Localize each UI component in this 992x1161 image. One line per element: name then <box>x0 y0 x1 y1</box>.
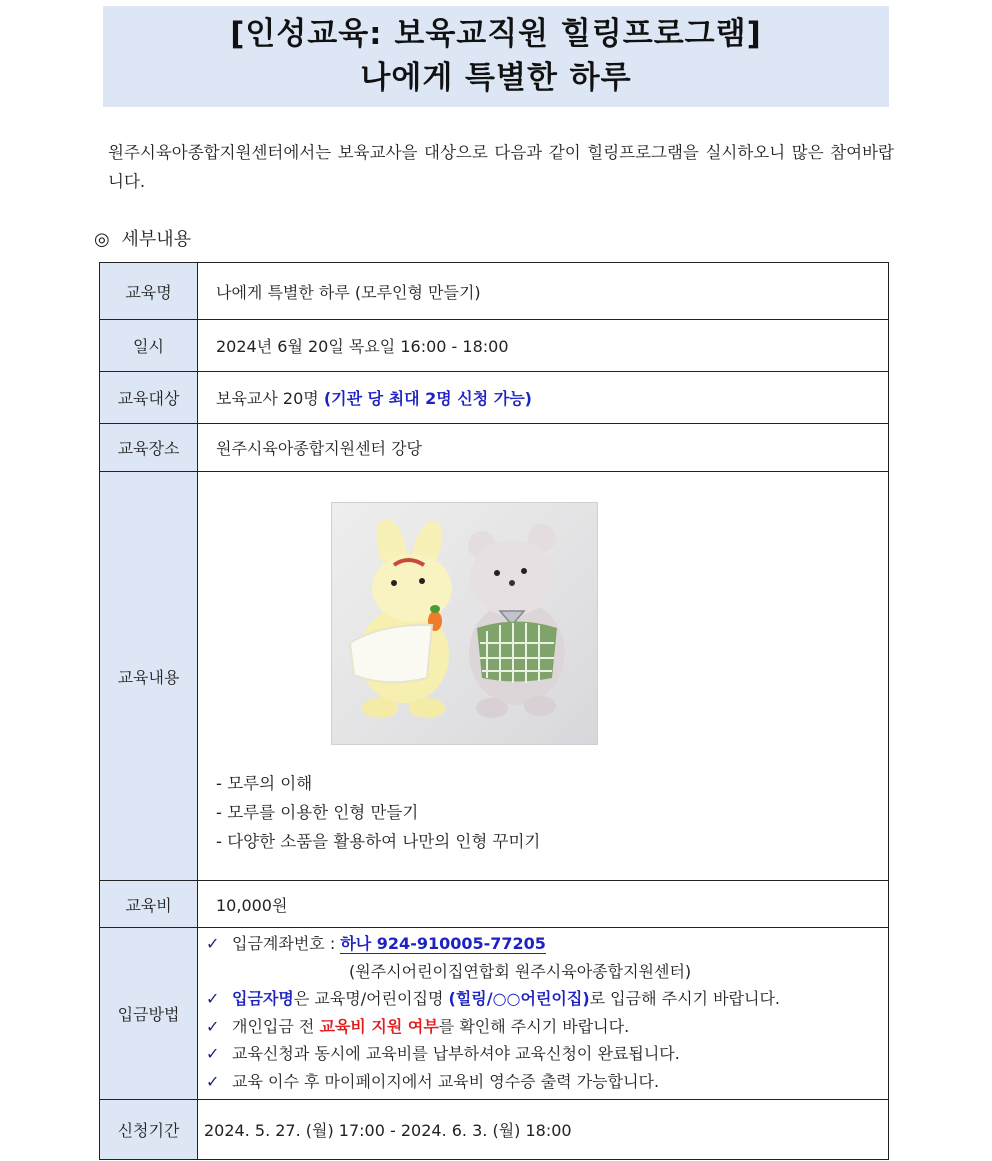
payment-line-4 <box>206 1040 888 1068</box>
check-icon: ✓ <box>206 1044 220 1063</box>
account-prefix: 입금계좌번호 : <box>232 934 341 953</box>
row-place <box>100 424 889 472</box>
row-period <box>100 1100 889 1160</box>
check-icon: ✓ <box>206 934 220 953</box>
payment-line-1 <box>206 930 888 958</box>
payment-line-5-text: 교육 이수 후 마이페이지에서 교육비 영수증 출력 가능합니다. <box>232 1071 660 1091</box>
payment-line-3-end: 를 확인해 주시기 바랍니다. <box>438 1016 630 1036</box>
label-target: 교육대상 <box>100 372 198 424</box>
section-bullet: ◎ <box>94 229 110 250</box>
check-icon: ✓ <box>206 989 220 1008</box>
value-place: 원주시육아종합지원센터 강당 <box>198 424 889 472</box>
payment-line-2 <box>206 985 888 1013</box>
value-content <box>198 472 889 881</box>
payment-line-4-text: 교육신청과 동시에 교육비를 납부하셔야 교육신청이 완료됩니다. <box>232 1044 680 1063</box>
row-target <box>100 372 889 424</box>
label-content: 교육내용 <box>100 472 198 881</box>
label-name: 교육명 <box>100 263 198 320</box>
value-datetime: 2024년 6월 20일 목요일 16:00 - 18:00 <box>198 320 889 372</box>
value-name: 나에게 특별한 하루 (모루인형 만들기) <box>198 263 889 320</box>
depositor-format: (힐링/○○어린이집) <box>448 989 590 1008</box>
payment-line-5 <box>206 1068 888 1096</box>
label-place: 교육장소 <box>100 424 198 472</box>
list-item: - 모루의 이해 <box>216 774 313 793</box>
payment-line-3 <box>206 1013 888 1041</box>
payment-line-2-end: 로 입금해 주시기 바랍니다. <box>589 989 781 1008</box>
row-datetime <box>100 320 889 372</box>
value-payment <box>198 928 889 1100</box>
doll-illustration <box>332 503 597 744</box>
intro-text: 원주시육아종합지원센터에서는 보육교사을 대상으로 다음과 같이 힐링프로그램을 실시하오니 많은 참여바랍니다. <box>108 143 894 191</box>
fee-support-warning: 교육비 지원 여부 <box>319 1016 439 1036</box>
row-payment <box>100 928 889 1100</box>
title-banner <box>103 6 889 107</box>
doll-photo <box>331 502 598 745</box>
row-name <box>100 263 889 320</box>
detail-table <box>99 262 889 1160</box>
payment-line-3-text: 개인입금 전 <box>232 1016 320 1036</box>
label-fee: 교육비 <box>100 881 198 928</box>
section-title: 세부내용 <box>121 229 192 250</box>
row-fee <box>100 881 889 928</box>
label-payment: 입금방법 <box>100 928 198 1100</box>
depositor-name-label: 입금자명 <box>232 989 294 1008</box>
check-icon: ✓ <box>206 1071 220 1091</box>
title-line-2: 나에게 특별한 하루 <box>360 60 632 96</box>
row-content <box>100 472 889 881</box>
section-heading <box>94 226 191 254</box>
title-line-1: [인성교육: 보육교직원 힐링프로그램] <box>230 16 762 52</box>
target-highlight: (기관 당 최대 2명 신청 가능) <box>323 389 532 408</box>
label-datetime: 일시 <box>100 320 198 372</box>
list-item: - 다양한 소품을 활용하여 나만의 인형 꾸미기 <box>216 832 541 851</box>
payment-line-2-text: 은 교육명/어린이집명 <box>293 989 449 1008</box>
account-holder: (원주시어린이집연합회 원주시육아종합지원센터) <box>349 961 692 981</box>
value-fee: 10,000원 <box>198 881 889 928</box>
list-item: - 모루를 이용한 인형 만들기 <box>216 803 419 822</box>
label-period: 신청기간 <box>100 1100 198 1160</box>
value-period: 2024. 5. 27. (월) 17:00 - 2024. 6. 3. (월) 18:00 <box>198 1100 889 1160</box>
account-number: 하나 924-910005-77205 <box>340 934 546 953</box>
target-text: 보육교사 20명 <box>216 389 324 408</box>
check-icon: ✓ <box>206 1016 220 1036</box>
content-list <box>216 769 888 878</box>
value-target <box>198 372 889 424</box>
